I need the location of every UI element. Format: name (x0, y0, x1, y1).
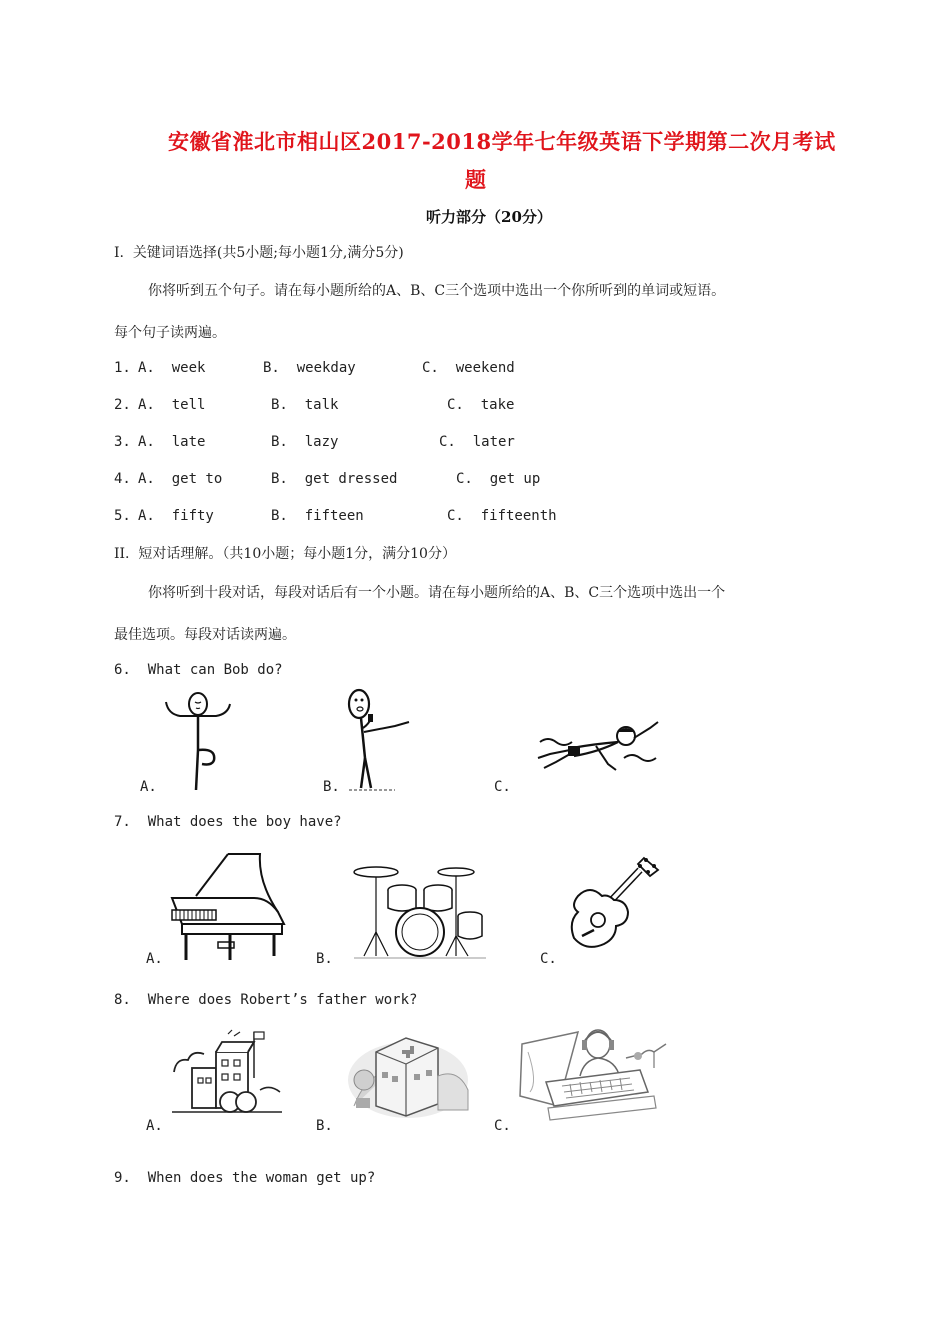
option-b: B. lazy (271, 434, 339, 450)
option-b: B. talk (271, 397, 339, 413)
question-number: 2. (114, 397, 131, 413)
option-c-label: C. (494, 1118, 511, 1134)
piano-icon (168, 852, 288, 962)
section-heading: 听力部分（20分） (426, 208, 552, 226)
option-c: C. get up (456, 471, 541, 487)
part2-instruction-line2: 最佳选项。每段对话读两遍。 (114, 627, 296, 643)
part2-heading: II. 短对话理解。（共10小题；每小题1分，满分10分） (114, 546, 456, 562)
part1-instruction-line2: 每个句子读两遍。 (114, 325, 226, 341)
option-a: A. late (138, 434, 206, 450)
option-a: A. get to (138, 471, 223, 487)
option-a-label: A. (140, 779, 157, 795)
option-b-label: B. (323, 779, 340, 795)
option-b-label: B. (316, 951, 333, 967)
question-number: 1. (114, 360, 131, 376)
part1-heading: I. 关键词语选择(共5小题;每小题1分,满分5分) (114, 245, 404, 261)
question-9-text: 9. When does the woman get up? (114, 1170, 376, 1186)
part1-instruction-line1: 你将听到五个句子。请在每小题所给的A、B、C三个选项中选出一个你所听到的单词或短语。 (148, 283, 726, 299)
swimmer-icon (534, 718, 664, 776)
option-a-label: A. (146, 951, 163, 967)
option-b: B. weekday (263, 360, 356, 376)
singer-icon (335, 688, 425, 794)
part2-instruction-line1: 你将听到十段对话，每段对话后有一个小题。请在每小题所给的A、B、C三个选项中选出一个 (148, 585, 726, 601)
question-number: 5. (114, 508, 131, 524)
document-title-line1: 安徽省淮北市相山区2017-2018学年七年级英语下学期第二次月考试 (168, 129, 836, 154)
document-title-line2: 题 (465, 167, 487, 192)
drum-set-icon (350, 862, 490, 962)
option-a: A. fifty (138, 508, 214, 524)
dancer-icon (158, 690, 238, 795)
option-a: A. week (138, 360, 206, 376)
tv-station-icon (518, 1022, 668, 1122)
question-number: 4. (114, 471, 131, 487)
option-c-label: C. (494, 779, 511, 795)
option-c: C. later (439, 434, 515, 450)
guitar-icon (562, 854, 662, 954)
hospital-icon (346, 1030, 471, 1120)
question-6-text: 6. What can Bob do? (114, 662, 283, 678)
option-c-label: C. (540, 951, 557, 967)
option-c: C. take (447, 397, 515, 413)
option-b-label: B. (316, 1118, 333, 1134)
option-c: C. fifteenth (447, 508, 557, 524)
option-c: C. weekend (422, 360, 515, 376)
question-8-text: 8. Where does Robert’s father work? (114, 992, 418, 1008)
option-a: A. tell (138, 397, 206, 413)
option-a-label: A. (146, 1118, 163, 1134)
option-b: B. fifteen (271, 508, 364, 524)
option-b: B. get dressed (271, 471, 398, 487)
question-7-text: 7. What does the boy have? (114, 814, 342, 830)
question-number: 3. (114, 434, 131, 450)
school-icon (170, 1028, 285, 1118)
